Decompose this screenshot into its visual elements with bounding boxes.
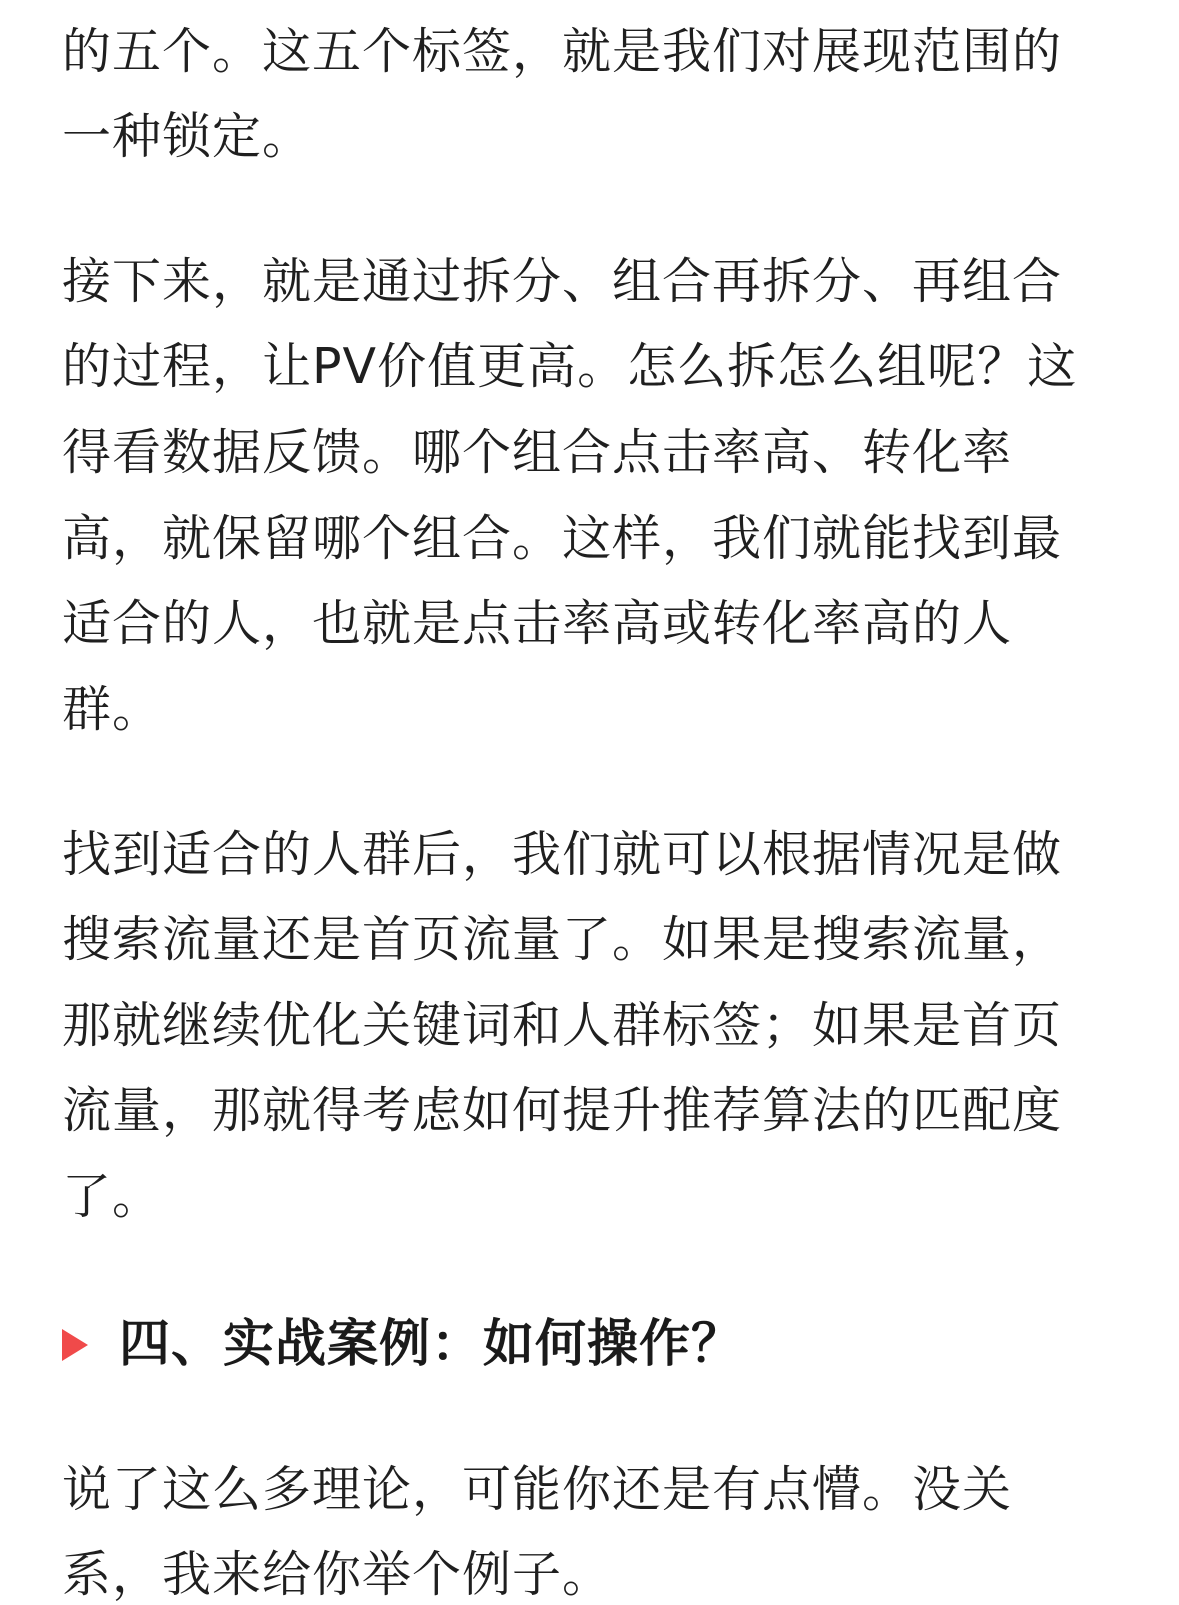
para3-line-3: 那就继续优化关键词和人群标签；如果是首页 (62, 997, 1063, 1054)
para3-line-4: 流量，那就得考虑如何提升推荐算法的匹配度 (62, 1082, 1063, 1139)
para2-line-4: 高，就保留哪个组合。这样，我们就能找到最 (62, 510, 1063, 567)
para2-line-5: 适合的人，也就是点击率高或转化率高的人 (62, 595, 1013, 652)
para1-line-1: 的五个。这五个标签，就是我们对展现范围的 (62, 23, 1063, 80)
para2-line-3: 得看数据反馈。哪个组合点击率高、转化率 (62, 424, 1013, 481)
para3-line-1: 找到适合的人群后，我们就可以根据情况是做 (62, 826, 1063, 883)
para2-line-1: 接下来，就是通过拆分、组合再拆分、再组合 (62, 253, 1063, 310)
para3-line-2: 搜索流量还是首页流量了。如果是搜索流量， (62, 911, 1063, 968)
para4-line-2: 系，我来给你举个例子。 (62, 1546, 613, 1603)
red-triangle-icon (62, 1329, 88, 1361)
para2-line-6: 群。 (62, 681, 163, 738)
para1-line-2: 一种锁定。 (62, 108, 313, 165)
para4-line-1: 说了这么多理论，可能你还是有点懵。没关 (62, 1461, 1013, 1518)
para3-line-5: 了。 (62, 1168, 163, 1225)
para2-line-2: 的过程，让PV价值更高。怎么拆怎么组呢？这 (62, 338, 1078, 395)
section-heading-text: 四、实战案例：如何操作？ (119, 1315, 744, 1374)
